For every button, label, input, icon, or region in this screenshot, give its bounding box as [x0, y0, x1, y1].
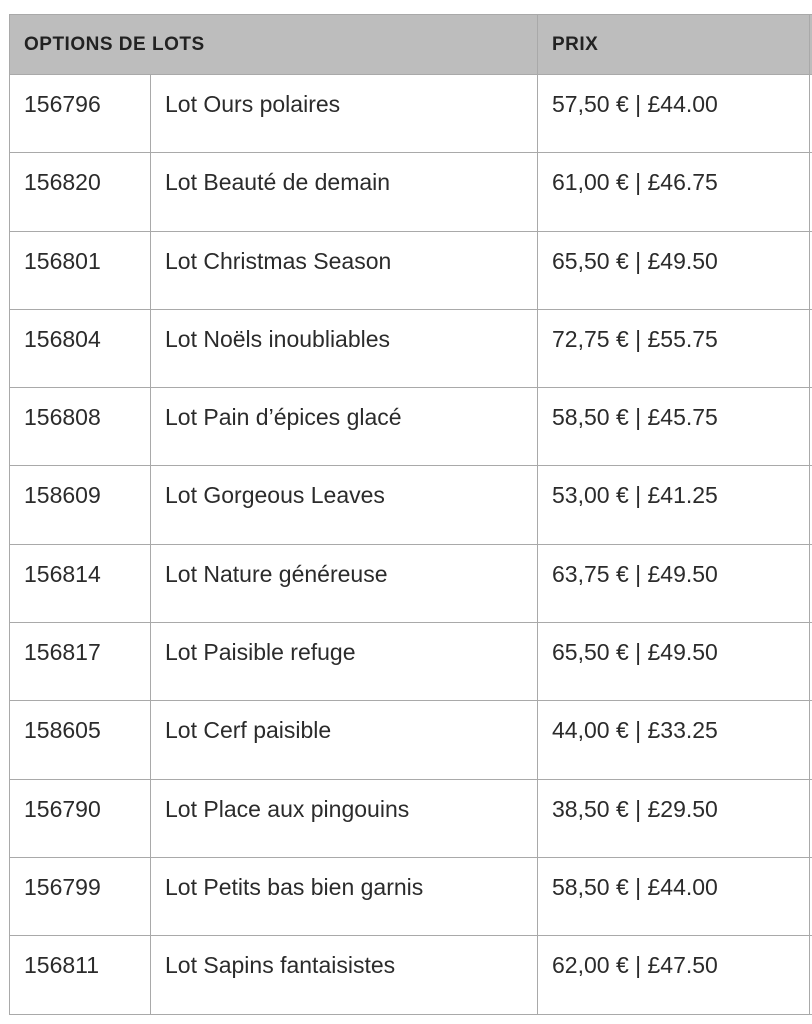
- lot-code-cell: 156817: [10, 623, 151, 701]
- lot-code-cell: 158605: [10, 701, 151, 779]
- lot-price-table: [9, 14, 812, 1015]
- lot-price-cell: 58,50 € | £45.75: [538, 388, 810, 466]
- table-row: [10, 231, 812, 309]
- lot-price-cell: 53,00 € | £41.25: [538, 466, 810, 544]
- table-row: [10, 857, 812, 935]
- table-row: [10, 701, 812, 779]
- lot-name-cell: Lot Sapins fantaisistes: [151, 936, 538, 1014]
- lot-code-cell: 156799: [10, 857, 151, 935]
- table-row: [10, 153, 812, 231]
- lot-code-cell: 156820: [10, 153, 151, 231]
- lot-code-cell: 156801: [10, 231, 151, 309]
- table-row: [10, 544, 812, 622]
- lot-price-cell: 65,50 € | £49.50: [538, 623, 810, 701]
- lot-code-cell: 156804: [10, 309, 151, 387]
- lot-code-cell: 156796: [10, 75, 151, 153]
- lot-price-cell: 65,50 € | £49.50: [538, 231, 810, 309]
- header-price: PRIX: [538, 15, 810, 75]
- lot-code-cell: 156808: [10, 388, 151, 466]
- lot-code-cell: 156811: [10, 936, 151, 1014]
- lot-price-cell: 44,00 € | £33.25: [538, 701, 810, 779]
- table-header-row: [10, 15, 812, 75]
- lot-code-cell: 158609: [10, 466, 151, 544]
- lot-name-cell: Lot Pain d’épices glacé: [151, 388, 538, 466]
- table-row: [10, 623, 812, 701]
- table-row: [10, 388, 812, 466]
- table-row: [10, 936, 812, 1014]
- lot-name-cell: Lot Christmas Season: [151, 231, 538, 309]
- lot-price-cell: 72,75 € | £55.75: [538, 309, 810, 387]
- lot-name-cell: Lot Beauté de demain: [151, 153, 538, 231]
- header-lot-options: OPTIONS DE LOTS: [10, 15, 538, 75]
- lot-price-cell: 57,50 € | £44.00: [538, 75, 810, 153]
- table-row: [10, 779, 812, 857]
- lot-code-cell: 156790: [10, 779, 151, 857]
- lot-price-cell: 62,00 € | £47.50: [538, 936, 810, 1014]
- table-row: [10, 75, 812, 153]
- lot-name-cell: Lot Noëls inoubliables: [151, 309, 538, 387]
- lot-name-cell: Lot Cerf paisible: [151, 701, 538, 779]
- lot-name-cell: Lot Place aux pingouins: [151, 779, 538, 857]
- table-row: [10, 309, 812, 387]
- lot-code-cell: 156814: [10, 544, 151, 622]
- lot-name-cell: Lot Nature généreuse: [151, 544, 538, 622]
- lot-price-cell: 63,75 € | £49.50: [538, 544, 810, 622]
- table-row: [10, 466, 812, 544]
- table-body: [10, 75, 812, 1015]
- lot-price-cell: 61,00 € | £46.75: [538, 153, 810, 231]
- lot-name-cell: Lot Petits bas bien garnis: [151, 857, 538, 935]
- lot-price-cell: 58,50 € | £44.00: [538, 857, 810, 935]
- lot-price-cell: 38,50 € | £29.50: [538, 779, 810, 857]
- lot-name-cell: Lot Ours polaires: [151, 75, 538, 153]
- lot-name-cell: Lot Gorgeous Leaves: [151, 466, 538, 544]
- lot-name-cell: Lot Paisible refuge: [151, 623, 538, 701]
